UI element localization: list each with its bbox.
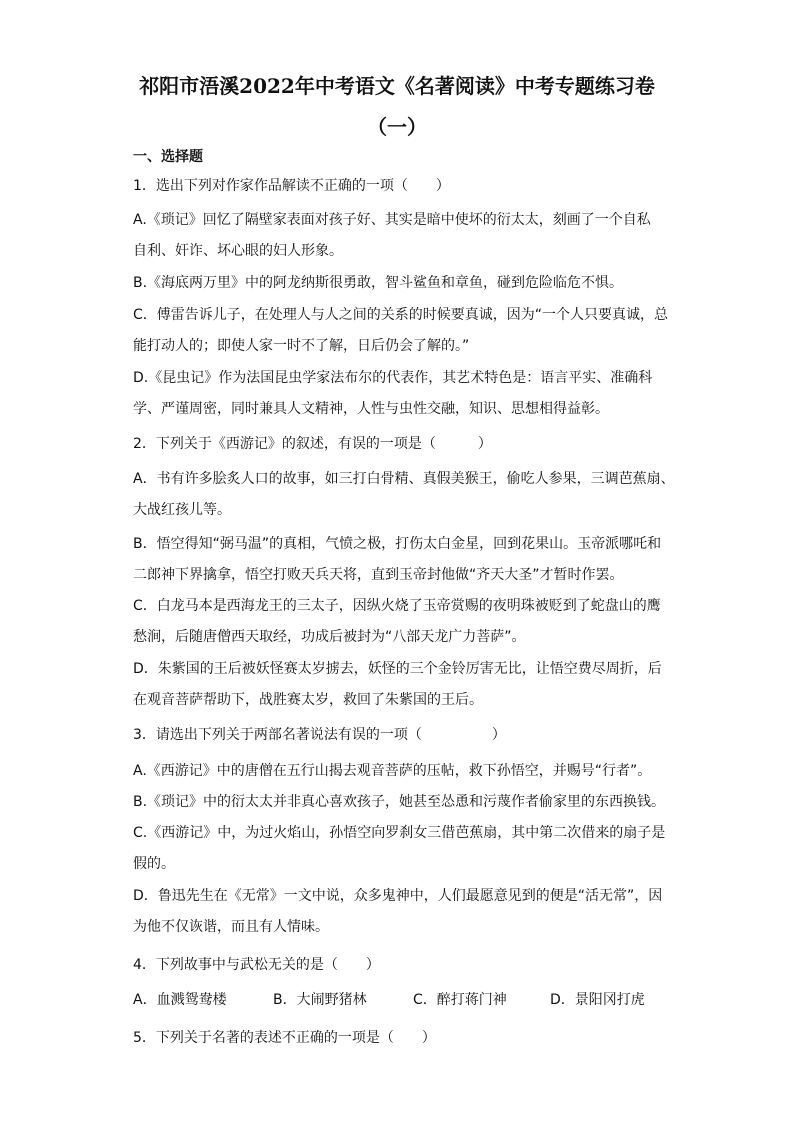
question-1-line: 能打动人的；即使人家一时不了解，日后仍会了解的。” <box>133 338 470 354</box>
page-title-suffix: （一） <box>367 115 427 139</box>
question-2-line: D．朱紫国的王后被妖怪赛太岁掳去，妖怪的三个金铃厉害无比，让悟空费尽周折，后 <box>133 661 662 677</box>
question-1-line: D.《昆虫记》作为法国昆虫学家法布尔的代表作，其艺术特色是：语言平实、准确科 <box>133 370 653 386</box>
question-3-line: D．鲁迅先生在《无常》一文中说，众多鬼神中，人们最愿意见到的便是“活无常”，因 <box>133 888 663 904</box>
question-1-line: 自利、奸诈、坏心眼的妇人形象。 <box>133 243 343 259</box>
question-3-stem: 3．请选出下列关于两部名著说法有误的一项（ ） <box>133 727 506 743</box>
question-1-line: A.《琐记》回忆了隔壁家表面对孩子好、其实是暗中使坏的衍太太，刻画了一个自私 <box>133 212 651 228</box>
question-1-line: C．傅雷告诉儿子，在处理人与人之间的关系的时候要真诚，因为“一个人只要真诚，总 <box>133 307 669 323</box>
question-5-stem: 5．下列关于名著的表述不正确的一项是（ ） <box>133 1030 436 1046</box>
question-2-line: B．悟空得知“弼马温”的真相，气愤之极，打伤太白金星，回到花果山。玉帝派哪吒和 <box>133 536 662 552</box>
question-4-stem: 4．下列故事中与武松无关的是（ ） <box>133 957 380 973</box>
option-a: A．血溅鸳鸯楼 <box>133 992 227 1008</box>
question-1-line: B.《海底两万里》中的阿龙纳斯很勇敢，智斗鲨鱼和章鱼，碰到危险临危不惧。 <box>133 275 624 291</box>
question-4-options <box>133 990 673 1010</box>
question-1-line: 学、严谨周密，同时兼具人文精神，人性与虫性交融，知识、思想相得益彰。 <box>133 401 609 417</box>
question-3-line: 为他不仅诙谐，而且有人情味。 <box>133 919 329 935</box>
option-c: C．醉打蒋门神 <box>413 992 507 1008</box>
option-d: D．景阳冈打虎 <box>550 992 645 1008</box>
question-3-line: B.《琐记》中的衍太太并非真心喜欢孩子，她甚至怂恿和污蔑作者偷家里的东西换钱。 <box>133 794 666 810</box>
option-b: B．大闹野猪林 <box>273 992 367 1008</box>
section-heading: 一、选择题 <box>133 149 203 165</box>
question-2-line: 二郎神下界擒拿，悟空打败天兵天将，直到玉帝封他做“齐天大圣”才暂时作罢。 <box>133 567 624 583</box>
question-2-line: 愁涧，后随唐僧西天取经，功成后被封为“八部天龙广力菩萨”。 <box>133 629 526 645</box>
question-3-line: C.《西游记》中，为过火焰山，孙悟空向罗刹女三借芭蕉扇，其中第二次借来的扇子是 <box>133 825 666 841</box>
question-2-line: A．书有许多脍炙人口的故事，如三打白骨精、真假美猴王，偷吃人参果，三调芭蕉扇、 <box>133 471 675 487</box>
question-1-stem: 1．选出下列对作家作品解读不正确的一项（ ） <box>133 178 450 194</box>
question-2-line: 大战红孩儿等。 <box>133 502 231 518</box>
question-2-line: 在观音菩萨帮助下，战胜赛太岁，救回了朱紫国的王后。 <box>133 692 483 708</box>
question-3-line: A.《西游记》中的唐僧在五行山揭去观音菩萨的压帖，救下孙悟空，并赐号“行者”。 <box>133 763 652 779</box>
page-title: 祁阳市浯溪2022年中考语文《名著阅读》中考专题练习卷 <box>139 74 655 98</box>
question-3-line: 假的。 <box>133 856 175 872</box>
question-2-stem: 2．下列关于《西游记》的叙述，有误的一项是（ ） <box>133 436 492 452</box>
question-2-line: C．白龙马本是西海龙王的三太子，因纵火烧了玉帝赏赐的夜明珠被贬到了蛇盘山的鹰 <box>133 598 661 614</box>
